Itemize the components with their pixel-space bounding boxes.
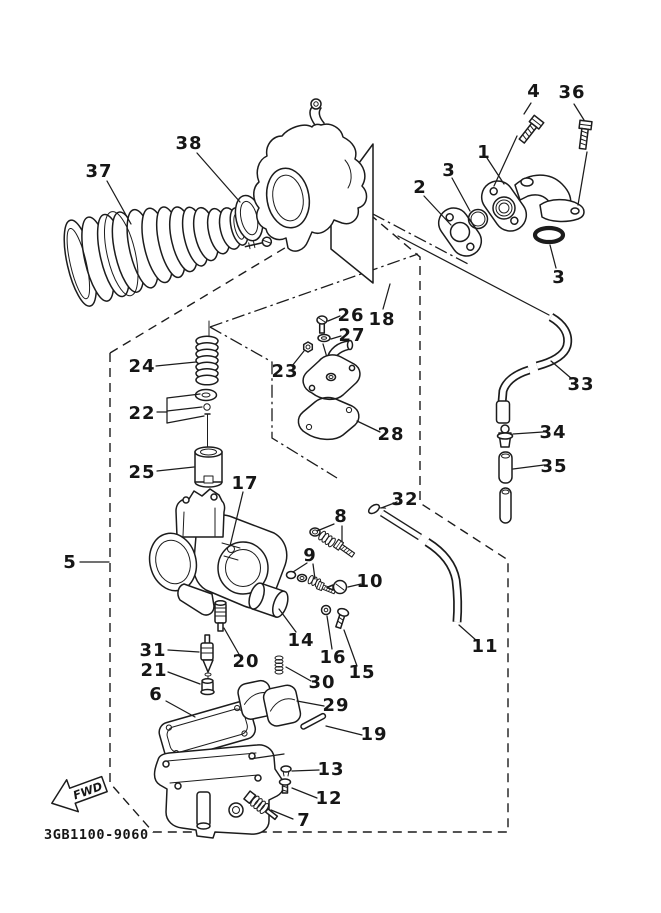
- screw-26: [317, 316, 327, 333]
- callout-label-11: 11: [471, 636, 499, 657]
- callout-label-27: 27: [338, 325, 366, 346]
- callout-12: [292, 788, 343, 809]
- clip-13: [281, 766, 291, 776]
- floats-29: [236, 674, 302, 733]
- fwd-arrow-label: FWD: [71, 779, 105, 803]
- o-ring-3-top: [469, 210, 488, 229]
- bell-mouth: [144, 528, 203, 595]
- callout-label-24: 24: [128, 356, 156, 377]
- callout-label-21: 21: [140, 660, 168, 681]
- callout-label-18: 18: [368, 309, 396, 330]
- callout-leader-6: [166, 701, 195, 717]
- callout-label-23: 23: [271, 361, 299, 382]
- gasket-28: [298, 398, 358, 440]
- callout-label-14: 14: [287, 630, 315, 651]
- callout-label-7: 7: [297, 810, 311, 831]
- callout-19: [326, 724, 388, 745]
- jet-set-8: [310, 528, 356, 559]
- callout-label-37: 37: [85, 161, 113, 182]
- callout-3: [442, 160, 470, 211]
- callout-leader-3: [452, 178, 470, 211]
- callout-18: [368, 284, 395, 330]
- hose-33: [497, 317, 568, 423]
- callout-4: [494, 81, 541, 186]
- callout-22: [128, 394, 204, 424]
- callout-label-3: 3: [552, 267, 566, 288]
- fwd-arrow: [46, 768, 110, 819]
- callout-leader-12: [292, 788, 317, 798]
- callout-11: [459, 625, 499, 657]
- callout-label-30: 30: [308, 672, 336, 693]
- callout-6: [149, 684, 195, 717]
- callout-31: [139, 640, 199, 661]
- callout-leader-30: [286, 667, 311, 681]
- callout-leader-3: [550, 245, 556, 268]
- callout-label-31: 31: [139, 640, 167, 661]
- callout-leader-21: [168, 672, 200, 684]
- callout-28: [357, 421, 405, 445]
- callout-label-29: 29: [322, 695, 350, 716]
- callout-21: [140, 660, 200, 684]
- bolt-4: [517, 115, 544, 144]
- callout-leader-22: [167, 407, 202, 411]
- throttle-spring-24: [196, 321, 218, 385]
- pipe-35: [499, 452, 512, 523]
- callout-23: [271, 351, 304, 382]
- callout-label-9: 9: [303, 545, 317, 566]
- valve-seat-nut-21: [201, 679, 214, 695]
- washer-27: [318, 335, 330, 342]
- washer-16: [322, 606, 331, 615]
- callout-label-34: 34: [539, 422, 567, 443]
- callout-leader-36: [578, 152, 587, 205]
- callout-34: [513, 422, 567, 443]
- vent-tube: [310, 99, 324, 125]
- callout-33: [551, 361, 595, 395]
- callout-leader-16: [327, 616, 332, 649]
- callout-38: [175, 133, 240, 202]
- assembly-boundary-dashed: [110, 217, 508, 832]
- callout-25: [128, 462, 194, 483]
- callout-label-33: 33: [567, 374, 595, 395]
- callout-leader-31: [168, 650, 199, 652]
- callout-13: [292, 759, 345, 780]
- gasket-2: [433, 202, 487, 262]
- callout-7: [271, 810, 311, 831]
- throttle-valve-25: [195, 447, 222, 487]
- callout-leader-25: [157, 467, 194, 471]
- callout-label-1: 1: [477, 142, 491, 163]
- callout-26: [328, 305, 365, 326]
- callout-label-20: 20: [232, 651, 260, 672]
- callout-5: [63, 552, 109, 573]
- callout-3: [550, 245, 566, 288]
- callout-leader-4: [524, 103, 531, 114]
- spring-30: [275, 656, 283, 674]
- main-nozzle-20: [215, 601, 226, 631]
- screw-15: [333, 607, 349, 629]
- callout-24: [128, 356, 196, 377]
- callout-9: [293, 545, 317, 579]
- callout-label-2: 2: [413, 177, 427, 198]
- callout-label-32: 32: [391, 489, 419, 510]
- callout-leader-38: [197, 153, 240, 202]
- callout-label-35: 35: [540, 456, 568, 477]
- joint-34: [498, 425, 513, 447]
- drain-boss: [229, 803, 243, 817]
- jet-set-9: [287, 572, 337, 596]
- callout-label-12: 12: [315, 788, 343, 809]
- callout-label-28: 28: [377, 424, 405, 445]
- callout-leader-35: [513, 465, 544, 469]
- callout-label-10: 10: [356, 571, 384, 592]
- nut-23: [304, 342, 313, 352]
- float-bowl: [155, 745, 285, 838]
- callout-label-3: 3: [442, 160, 456, 181]
- o-ring-3-bottom: [535, 228, 563, 242]
- bolt-36: [577, 120, 592, 149]
- air-intake-duct: [58, 182, 257, 309]
- intake-manifold-1: [475, 175, 584, 238]
- callout-label-4: 4: [527, 81, 541, 102]
- callout-leader-29: [297, 701, 324, 706]
- callout-leader-19: [326, 726, 362, 735]
- callout-label-6: 6: [149, 684, 163, 705]
- callout-27: [331, 325, 366, 346]
- callout-label-17: 17: [231, 473, 259, 494]
- callout-label-15: 15: [348, 662, 376, 683]
- callout-32: [381, 489, 419, 510]
- fiche-code: 3GB1100-9060: [44, 827, 149, 843]
- callout-14: [279, 609, 315, 651]
- hose-11: [382, 513, 458, 622]
- callout-15: [344, 630, 376, 683]
- callout-label-5: 5: [63, 552, 77, 573]
- callout-leader-4: [494, 136, 517, 186]
- callout-label-36: 36: [558, 82, 586, 103]
- callout-leader-24: [156, 362, 196, 366]
- callout-leader-8: [317, 524, 334, 531]
- callout-leader-14: [279, 609, 296, 632]
- callout-29: [297, 695, 350, 716]
- callout-label-13: 13: [317, 759, 345, 780]
- callout-1: [477, 142, 504, 184]
- callout-label-16: 16: [319, 647, 347, 668]
- needle-set-22: [196, 390, 217, 453]
- callout-label-22: 22: [128, 403, 156, 424]
- top-bracket: [176, 489, 225, 537]
- callout-label-25: 25: [128, 462, 156, 483]
- callout-20: [224, 628, 260, 672]
- needle-valve-31: [201, 635, 213, 681]
- callout-leader-36: [574, 104, 584, 120]
- callout-35: [513, 456, 568, 477]
- callout-label-26: 26: [337, 305, 365, 326]
- callout-label-19: 19: [360, 724, 388, 745]
- callout-leader-22: [167, 416, 204, 423]
- callout-10: [348, 571, 384, 592]
- callout-leader-13: [292, 770, 319, 771]
- callout-label-38: 38: [175, 133, 203, 154]
- overflow-pipe: [197, 792, 210, 829]
- callout-leader-18: [383, 284, 390, 309]
- callout-label-8: 8: [334, 506, 348, 527]
